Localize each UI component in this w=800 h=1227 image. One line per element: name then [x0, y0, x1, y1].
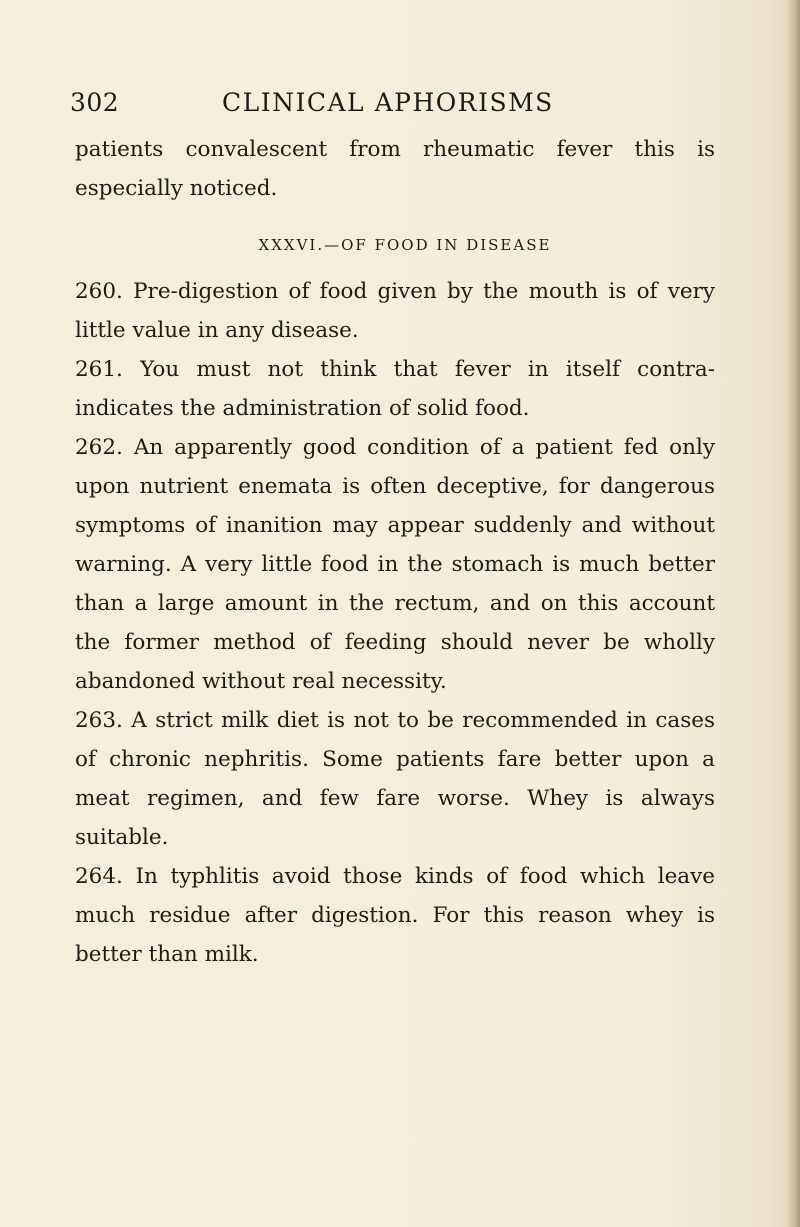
aphorism-text: You must not think that fever in itself contra-indicates the administration of solid food. [75, 357, 715, 421]
aphorism-262 [75, 428, 715, 701]
page-edge-shadow [786, 0, 800, 1227]
page-number: 302 [70, 88, 120, 117]
aphorism-number: 260. [75, 279, 123, 304]
continuation-paragraph: patients convalescent from rheumatic fever this is especially noticed. [75, 137, 715, 201]
aphorism-260 [75, 272, 715, 350]
aphorism-261 [75, 350, 715, 428]
aphorism-number: 262. [75, 435, 123, 460]
aphorism-text: In typhlitis avoid those kinds of food which leave much residue after digestion. For this reason whey is better than milk. [75, 864, 715, 967]
aphorism-text: An apparently good condition of a patient fed only upon nutrient enemata is often deceptive, for dangerous symptoms of inanition may appear suddenly and without warning. A very little food in the stomach is much better than a large amount in the rectum, and on this account the former method of feeding should never be wholly abandoned without real necessity. [75, 435, 715, 694]
aphorism-263 [75, 701, 715, 857]
aphorism-text: Pre-digestion of food given by the mouth is of very little value in any disease. [75, 279, 715, 343]
aphorism-number: 261. [75, 357, 123, 382]
body-text [75, 130, 715, 974]
section-heading: XXXVI.—OF FOOD IN DISEASE [258, 236, 552, 254]
page-header [70, 88, 715, 122]
aphorism-number: 263. [75, 708, 123, 733]
aphorism-264 [75, 857, 715, 974]
aphorism-number: 264. [75, 864, 123, 889]
running-title: CLINICAL APHORISMS [222, 88, 554, 117]
aphorism-text: A strict milk diet is not to be recommended in cases of chronic nephritis. Some patients fare better upon a meat regimen, and few fare worse. Whey is always suitable. [75, 708, 715, 850]
